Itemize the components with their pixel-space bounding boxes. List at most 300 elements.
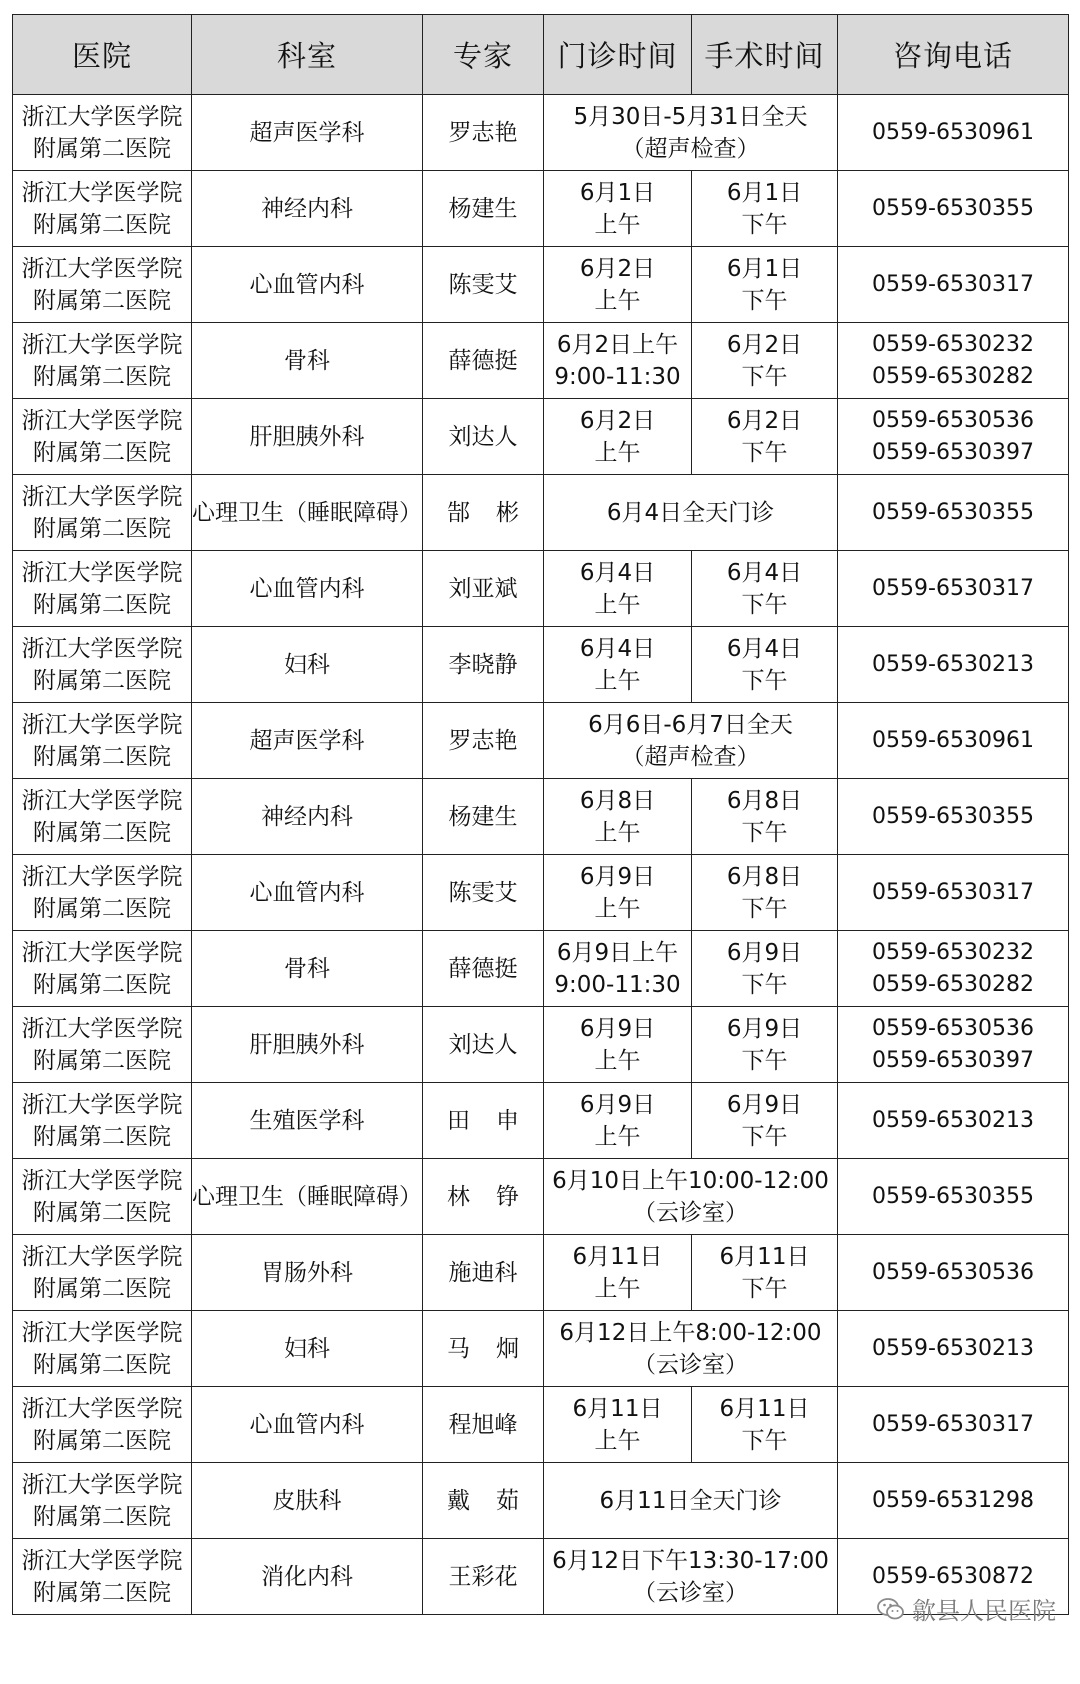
cell-line: 附属第二医院	[33, 135, 171, 162]
department-cell	[192, 855, 423, 931]
hospital-cell	[13, 1387, 192, 1463]
expert-cell	[423, 323, 544, 399]
cell-line: 神经内科	[261, 803, 353, 830]
cell-line: 0559-6530232	[872, 939, 1034, 965]
table-row	[13, 627, 1069, 703]
cell-line: 下午	[741, 363, 788, 390]
watermark	[876, 1591, 1056, 1626]
table-row	[13, 1235, 1069, 1311]
cell-line: 浙江大学医学院	[21, 863, 183, 890]
time-merged-cell	[544, 1311, 838, 1387]
cell-line: 胃肠外科	[261, 1259, 353, 1286]
department-cell	[192, 627, 423, 703]
cell-line: 6月9日	[579, 1015, 656, 1042]
clinic-time-cell	[544, 247, 692, 323]
cell-line: 附属第二医院	[33, 743, 171, 770]
surgery-time-cell	[692, 855, 838, 931]
table-row	[13, 475, 1069, 551]
cell-line: 超声医学科	[249, 727, 365, 754]
table-row	[13, 95, 1069, 171]
cell-line: 陈雯艾	[448, 879, 518, 906]
cell-line: 薛德挺	[448, 955, 518, 982]
table-row	[13, 171, 1069, 247]
department-cell	[192, 1311, 423, 1387]
cell-line: 浙江大学医学院	[21, 1319, 183, 1346]
cell-line: （超声检查）	[621, 743, 760, 770]
cell-line: （超声检查）	[621, 135, 760, 162]
cell-line: 浙江大学医学院	[21, 1091, 183, 1118]
cell-line: 程旭峰	[448, 1411, 518, 1438]
cell-line: 6月9日	[579, 1091, 656, 1118]
cell-line: 上午	[594, 819, 641, 846]
cell-line: 下午	[741, 211, 788, 238]
cell-line: 浙江大学医学院	[21, 103, 183, 130]
cell-line: 6月11日	[719, 1395, 810, 1422]
cell-line: 6月11日	[572, 1243, 663, 1270]
cell-line: 附属第二医院	[33, 515, 171, 542]
department-cell	[192, 95, 423, 171]
schedule-table	[12, 14, 1069, 1615]
surgery-time-cell	[692, 779, 838, 855]
department-cell	[192, 703, 423, 779]
cell-line: 下午	[741, 667, 788, 694]
surgery-time-cell	[692, 1083, 838, 1159]
cell-line: 6月8日	[579, 787, 656, 814]
cell-line: 上午	[594, 439, 641, 466]
clinic-time-cell	[544, 1235, 692, 1311]
cell-line: 浙江大学医学院	[21, 1015, 183, 1042]
cell-line: 0559-6530317	[872, 879, 1034, 905]
hospital-cell	[13, 247, 192, 323]
time-merged-cell	[544, 475, 838, 551]
surgery-time-cell	[692, 931, 838, 1007]
cell-line: 附属第二医院	[33, 1047, 171, 1074]
cell-line: 附属第二医院	[33, 895, 171, 922]
cell-line: 上午	[594, 1123, 641, 1150]
expert-cell	[423, 855, 544, 931]
cell-line: 下午	[741, 1427, 788, 1454]
cell-line: 6月4日	[579, 559, 656, 586]
hospital-cell	[13, 627, 192, 703]
expert-cell	[423, 1539, 544, 1615]
cell-line: 6月9日	[726, 1091, 803, 1118]
department-cell	[192, 931, 423, 1007]
department-cell	[192, 323, 423, 399]
hospital-cell	[13, 95, 192, 171]
time-merged-cell	[544, 1159, 838, 1235]
cell-line: 心血管内科	[249, 575, 365, 602]
cell-line: 6月10日上午10:00-12:00	[552, 1167, 829, 1194]
watermark-text: 歙县人民医院	[912, 1597, 1056, 1625]
cell-line: 附属第二医院	[33, 1579, 171, 1606]
table-row	[13, 247, 1069, 323]
cell-line: 6月12日下午13:30-17:00	[552, 1547, 829, 1574]
cell-line: 心理卫生（睡眠障碍）	[192, 499, 422, 526]
table-row	[13, 399, 1069, 475]
table-row	[13, 1083, 1069, 1159]
cell-line: 下午	[741, 819, 788, 846]
cell-line: 0559-6530355	[872, 195, 1034, 221]
hospital-cell	[13, 855, 192, 931]
cell-line: 9:00-11:30	[554, 363, 681, 390]
hospital-cell	[13, 779, 192, 855]
cell-line: 肝胆胰外科	[249, 423, 365, 450]
cell-line: 6月1日	[579, 179, 656, 206]
surgery-time-cell	[692, 1387, 838, 1463]
cell-line: 0559-6530282	[872, 363, 1034, 389]
department-cell	[192, 475, 423, 551]
surgery-time-cell	[692, 399, 838, 475]
cell-line: 0559-6530317	[872, 1411, 1034, 1437]
expert-cell	[423, 95, 544, 171]
hospital-cell	[13, 1083, 192, 1159]
cell-line: 附属第二医院	[33, 439, 171, 466]
cell-line: 浙江大学医学院	[21, 1471, 183, 1498]
hospital-cell	[13, 475, 192, 551]
cell-line: 6月4日	[579, 635, 656, 662]
cell-line: 0559-6530355	[872, 499, 1034, 525]
cell-line: 5月30日-5月31日全天	[573, 103, 808, 130]
cell-line: 0559-6530961	[872, 119, 1034, 145]
hospital-cell	[13, 1235, 192, 1311]
header-expert: 专家	[423, 15, 544, 95]
cell-line: 附属第二医院	[33, 667, 171, 694]
clinic-time-cell	[544, 855, 692, 931]
cell-line: 0559-6530317	[872, 575, 1034, 601]
department-cell	[192, 1387, 423, 1463]
cell-line: 施迪科	[448, 1259, 518, 1286]
cell-line: 0559-6530536	[872, 407, 1034, 433]
cell-line: 皮肤科	[272, 1487, 342, 1514]
clinic-time-cell	[544, 627, 692, 703]
table-row	[13, 323, 1069, 399]
hospital-cell	[13, 323, 192, 399]
cell-line: 上午	[594, 1427, 641, 1454]
department-cell	[192, 1539, 423, 1615]
cell-line: 超声医学科	[249, 119, 365, 146]
hospital-cell	[13, 1159, 192, 1235]
cell-line: 浙江大学医学院	[21, 939, 183, 966]
cell-line: 6月4日	[726, 635, 803, 662]
hospital-cell	[13, 1539, 192, 1615]
department-cell	[192, 247, 423, 323]
cell-line: 浙江大学医学院	[21, 1167, 183, 1194]
cell-line: 下午	[741, 439, 788, 466]
cell-line: （云诊室）	[633, 1579, 748, 1606]
phone-cell	[838, 247, 1069, 323]
cell-line: 6月1日	[726, 255, 803, 282]
phone-cell	[838, 703, 1069, 779]
cell-line: 0559-6530213	[872, 1107, 1034, 1133]
cell-line: 戴茹	[447, 1487, 545, 1514]
table-row	[13, 931, 1069, 1007]
hospital-cell	[13, 1007, 192, 1083]
hospital-cell	[13, 1463, 192, 1539]
cell-line: 下午	[741, 1123, 788, 1150]
phone-cell	[838, 1083, 1069, 1159]
table-row	[13, 1387, 1069, 1463]
clinic-time-cell	[544, 931, 692, 1007]
cell-line: 下午	[741, 895, 788, 922]
phone-cell	[838, 323, 1069, 399]
hospital-cell	[13, 931, 192, 1007]
phone-cell	[838, 399, 1069, 475]
clinic-time-cell	[544, 399, 692, 475]
phone-cell	[838, 931, 1069, 1007]
clinic-time-cell	[544, 779, 692, 855]
cell-line: 6月2日	[579, 407, 656, 434]
cell-line: 浙江大学医学院	[21, 1243, 183, 1270]
table-row	[13, 551, 1069, 627]
hospital-cell	[13, 551, 192, 627]
expert-cell	[423, 779, 544, 855]
cell-line: 刘亚斌	[448, 575, 518, 602]
expert-cell	[423, 247, 544, 323]
cell-line: 上午	[594, 1047, 641, 1074]
cell-line: 肝胆胰外科	[249, 1031, 365, 1058]
cell-line: 薛德挺	[448, 347, 518, 374]
cell-line: 刘达人	[448, 1031, 518, 1058]
cell-line: 6月8日	[726, 863, 803, 890]
expert-cell	[423, 931, 544, 1007]
hospital-cell	[13, 399, 192, 475]
table-row	[13, 779, 1069, 855]
cell-line: 6月11日	[719, 1243, 810, 1270]
header-hospital: 医院	[13, 15, 192, 95]
cell-line: 浙江大学医学院	[21, 635, 183, 662]
phone-cell	[838, 1235, 1069, 1311]
cell-line: 6月2日	[726, 331, 803, 358]
header-department: 科室	[192, 15, 423, 95]
surgery-time-cell	[692, 1235, 838, 1311]
time-merged-cell	[544, 1539, 838, 1615]
department-cell	[192, 399, 423, 475]
cell-line: 骨科	[284, 347, 330, 374]
cell-line: 妇科	[284, 651, 330, 678]
phone-cell	[838, 1311, 1069, 1387]
table-row	[13, 1159, 1069, 1235]
surgery-time-cell	[692, 1007, 838, 1083]
surgery-time-cell	[692, 171, 838, 247]
cell-line: （云诊室）	[633, 1351, 748, 1378]
cell-line: 附属第二医院	[33, 1123, 171, 1150]
cell-line: 杨建生	[448, 803, 518, 830]
department-cell	[192, 779, 423, 855]
cell-line: 6月1日	[726, 179, 803, 206]
cell-line: 王彩花	[448, 1563, 518, 1590]
cell-line: 浙江大学医学院	[21, 787, 183, 814]
cell-line: 下午	[741, 287, 788, 314]
cell-line: 浙江大学医学院	[21, 407, 183, 434]
clinic-time-cell	[544, 551, 692, 627]
cell-line: 心血管内科	[249, 1411, 365, 1438]
cell-line: 上午	[594, 667, 641, 694]
phone-cell	[838, 855, 1069, 931]
phone-cell	[838, 627, 1069, 703]
surgery-time-cell	[692, 247, 838, 323]
phone-cell	[838, 95, 1069, 171]
cell-line: 0559-6531298	[872, 1487, 1034, 1513]
cell-line: 下午	[741, 1275, 788, 1302]
cell-line: 妇科	[284, 1335, 330, 1362]
cell-line: 上午	[594, 895, 641, 922]
cell-line: 0559-6530355	[872, 1183, 1034, 1209]
cell-line: 0559-6530872	[872, 1563, 1034, 1589]
expert-cell	[423, 627, 544, 703]
header-surgery-time: 手术时间	[692, 15, 838, 95]
cell-line: 6月9日	[726, 1015, 803, 1042]
table-row	[13, 855, 1069, 931]
hospital-cell	[13, 1311, 192, 1387]
cell-line: 0559-6530213	[872, 1335, 1034, 1361]
cell-line: 0559-6530536	[872, 1015, 1034, 1041]
cell-line: 0559-6530397	[872, 439, 1034, 465]
cell-line: 0559-6530536	[872, 1259, 1034, 1285]
cell-line: 浙江大学医学院	[21, 711, 183, 738]
cell-line: 田申	[447, 1107, 545, 1134]
wechat-icon	[876, 1596, 906, 1622]
clinic-time-cell	[544, 1387, 692, 1463]
cell-line: 陈雯艾	[448, 271, 518, 298]
header-phone: 咨询电话	[838, 15, 1069, 95]
cell-line: 附属第二医院	[33, 211, 171, 238]
expert-cell	[423, 1311, 544, 1387]
expert-cell	[423, 1007, 544, 1083]
cell-line: 骨科	[284, 955, 330, 982]
cell-line: 浙江大学医学院	[21, 331, 183, 358]
department-cell	[192, 1083, 423, 1159]
cell-line: 下午	[741, 1047, 788, 1074]
cell-line: 6月9日	[579, 863, 656, 890]
clinic-time-cell	[544, 323, 692, 399]
cell-line: 6月4日全天门诊	[606, 499, 775, 526]
cell-line: 刘达人	[448, 423, 518, 450]
phone-cell	[838, 1007, 1069, 1083]
department-cell	[192, 1235, 423, 1311]
phone-cell	[838, 1387, 1069, 1463]
cell-line: 0559-6530397	[872, 1047, 1034, 1073]
cell-line: 马炯	[447, 1335, 545, 1362]
expert-cell	[423, 1235, 544, 1311]
cell-line: 附属第二医院	[33, 363, 171, 390]
department-cell	[192, 171, 423, 247]
cell-line: 上午	[594, 287, 641, 314]
expert-cell	[423, 1159, 544, 1235]
surgery-time-cell	[692, 323, 838, 399]
expert-cell	[423, 475, 544, 551]
cell-line: 附属第二医院	[33, 819, 171, 846]
cell-line: 李晓静	[448, 651, 518, 678]
header-row	[13, 15, 1069, 95]
phone-cell	[838, 551, 1069, 627]
cell-line: 罗志艳	[448, 727, 518, 754]
clinic-time-cell	[544, 1007, 692, 1083]
surgery-time-cell	[692, 551, 838, 627]
cell-line: 杨建生	[448, 195, 518, 222]
cell-line: 下午	[741, 591, 788, 618]
department-cell	[192, 551, 423, 627]
cell-line: 6月2日上午	[556, 331, 679, 358]
cell-line: 浙江大学医学院	[21, 559, 183, 586]
time-merged-cell	[544, 703, 838, 779]
department-cell	[192, 1159, 423, 1235]
cell-line: 6月9日上午	[556, 939, 679, 966]
cell-line: 心理卫生（睡眠障碍）	[192, 1183, 422, 1210]
cell-line: 下午	[741, 971, 788, 998]
hospital-cell	[13, 171, 192, 247]
cell-line: 林铮	[447, 1183, 545, 1210]
cell-line: 神经内科	[261, 195, 353, 222]
cell-line: 心血管内科	[249, 271, 365, 298]
surgery-time-cell	[692, 627, 838, 703]
cell-line: 6月2日	[579, 255, 656, 282]
cell-line: 6月12日上午8:00-12:00	[559, 1319, 822, 1346]
cell-line: 0559-6530961	[872, 727, 1034, 753]
header-clinic-time: 门诊时间	[544, 15, 692, 95]
cell-line: 6月6日-6月7日全天	[588, 711, 793, 738]
cell-line: 浙江大学医学院	[21, 1547, 183, 1574]
cell-line: 6月2日	[726, 407, 803, 434]
cell-line: 6月9日	[726, 939, 803, 966]
cell-line: 心血管内科	[249, 879, 365, 906]
cell-line: 附属第二医院	[33, 1503, 171, 1530]
phone-cell	[838, 779, 1069, 855]
cell-line: 附属第二医院	[33, 1351, 171, 1378]
cell-line: 消化内科	[261, 1563, 353, 1590]
cell-line: 罗志艳	[448, 119, 518, 146]
phone-cell	[838, 1159, 1069, 1235]
cell-line: 附属第二医院	[33, 287, 171, 314]
cell-line: 附属第二医院	[33, 1275, 171, 1302]
expert-cell	[423, 703, 544, 779]
cell-line: 0559-6530282	[872, 971, 1034, 997]
cell-line: 6月8日	[726, 787, 803, 814]
time-merged-cell	[544, 95, 838, 171]
expert-cell	[423, 399, 544, 475]
cell-line: 郜彬	[447, 499, 545, 526]
time-merged-cell	[544, 1463, 838, 1539]
cell-line: 上午	[594, 211, 641, 238]
table-row	[13, 1007, 1069, 1083]
department-cell	[192, 1007, 423, 1083]
cell-line: 浙江大学医学院	[21, 179, 183, 206]
cell-line: 浙江大学医学院	[21, 483, 183, 510]
expert-cell	[423, 1083, 544, 1159]
clinic-time-cell	[544, 1083, 692, 1159]
table-row	[13, 1463, 1069, 1539]
phone-cell	[838, 171, 1069, 247]
hospital-cell	[13, 703, 192, 779]
clinic-time-cell	[544, 171, 692, 247]
cell-line: 6月11日	[572, 1395, 663, 1422]
cell-line: （云诊室）	[633, 1199, 748, 1226]
table-row	[13, 1311, 1069, 1387]
cell-line: 0559-6530232	[872, 331, 1034, 357]
cell-line: 6月11日全天门诊	[599, 1487, 782, 1514]
cell-line: 上午	[594, 1275, 641, 1302]
cell-line: 9:00-11:30	[554, 971, 681, 998]
cell-line: 生殖医学科	[249, 1107, 365, 1134]
cell-line: 上午	[594, 591, 641, 618]
expert-cell	[423, 1387, 544, 1463]
phone-cell	[838, 475, 1069, 551]
cell-line: 附属第二医院	[33, 1199, 171, 1226]
cell-line: 0559-6530213	[872, 651, 1034, 677]
phone-cell	[838, 1463, 1069, 1539]
cell-line: 浙江大学医学院	[21, 1395, 183, 1422]
expert-cell	[423, 171, 544, 247]
cell-line: 附属第二医院	[33, 591, 171, 618]
